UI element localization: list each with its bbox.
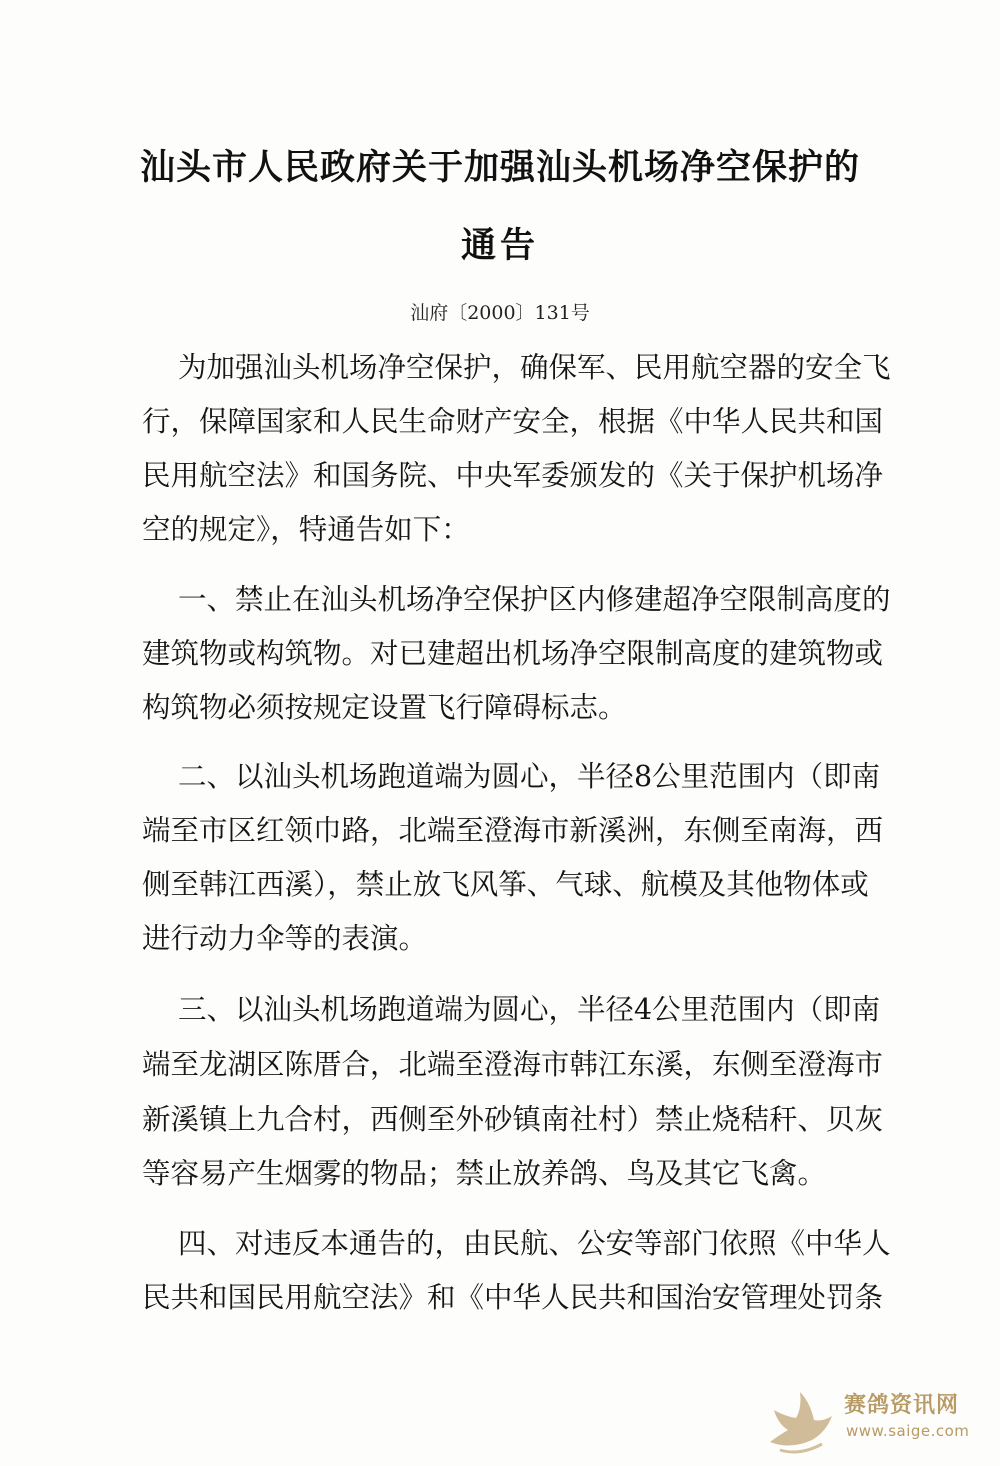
paragraph-line: 空的规定》，特通告如下： xyxy=(142,513,470,546)
paragraph-line: 四、对违反本通告的，由民航、公安等部门依照《中华人 xyxy=(178,1227,891,1260)
watermark-site-url: www.saige.com xyxy=(846,1422,970,1440)
paragraph-line: 建筑物或构筑物。对已建超出机场净空限制高度的建筑物或 xyxy=(142,637,884,670)
paragraph-line: 进行动力伞等的表演。 xyxy=(142,922,428,955)
paragraph-line: 构筑物必须按规定设置飞行障碍标志。 xyxy=(142,691,627,724)
document-title-line-2: 通告 xyxy=(460,226,539,266)
watermark xyxy=(760,1380,1000,1460)
paragraph-line: 等容易产生烟雾的物品；禁止放养鸽、鸟及其它飞禽。 xyxy=(142,1157,827,1190)
pigeon-logo-icon xyxy=(760,1380,840,1460)
paragraph-line: 二、以汕头机场跑道端为圆心，半径8公里范围内（即南 xyxy=(178,760,881,793)
paragraph-line: 民共和国民用航空法》和《中华人民共和国治安管理处罚条 xyxy=(142,1281,884,1314)
paragraph-line: 行，保障国家和人民生命财产安全，根据《中华人民共和国 xyxy=(142,405,884,438)
watermark-site-name: 赛鸽资讯网 xyxy=(844,1393,960,1418)
paragraph-line: 三、以汕头机场跑道端为圆心，半径4公里范围内（即南 xyxy=(178,993,881,1026)
paragraph-line: 侧至韩江西溪），禁止放飞风筝、气球、航模及其他物体或 xyxy=(142,868,869,901)
paragraph-line: 为加强汕头机场净空保护，确保军、民用航空器的安全飞 xyxy=(178,351,891,384)
document-title-line-1: 汕头市人民政府关于加强汕头机场净空保护的 xyxy=(139,148,860,188)
document-number: 汕府〔2000〕131号 xyxy=(410,302,590,324)
paragraph-line: 新溪镇上九合村，西侧至外砂镇南社村）禁止烧秸秆、贝灰 xyxy=(142,1103,884,1136)
paragraph-line: 端至市区红领巾路，北端至澄海市新溪洲，东侧至南海，西 xyxy=(142,814,884,847)
paragraph-line: 民用航空法》和国务院、中央军委颁发的《关于保护机场净 xyxy=(142,459,884,492)
paragraph-line: 一、禁止在汕头机场净空保护区内修建超净空限制高度的 xyxy=(178,583,891,616)
paragraph-line: 端至龙湖区陈厝合，北端至澄海市韩江东溪，东侧至澄海市 xyxy=(142,1048,884,1081)
